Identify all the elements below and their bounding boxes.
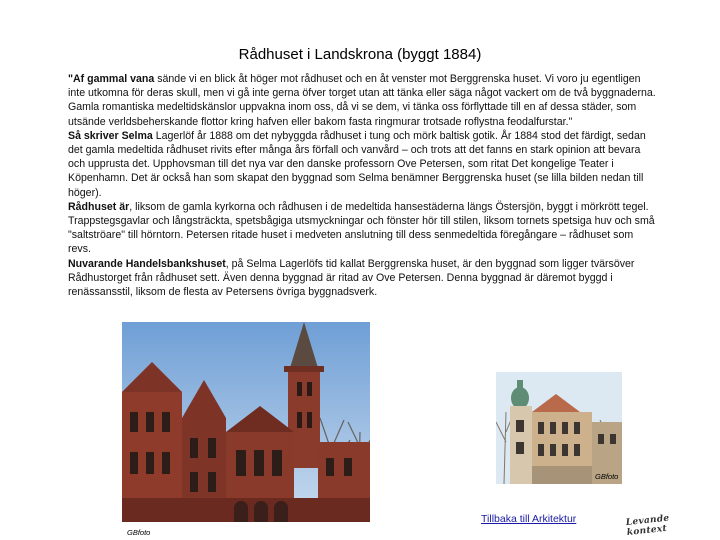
paragraph-lead: Rådhuset är — [68, 200, 130, 213]
paragraph-lead: "Af gammal vana — [68, 73, 155, 85]
back-to-arkitektur-link[interactable]: Tillbaka till Arkitektur — [481, 513, 577, 525]
paragraph-radhuset — [68, 200, 658, 257]
photo-credit-small: GBfoto — [595, 472, 619, 481]
paragraph-text: sände vi en blick åt höger mot rådhuset och en åt venster mot Berggrenska huset. Vi voro ju egentligen inte utkomna för deras skull, men vi gå inte gerna öfver torget utan att tänka eller säga något vackert om de två byggnaderna. Gamla romantiska medeltidskänslor uppvakna inom oss, då vi se dem, vi tänka oss förflyttade till en af dessa städer, som utsände verldsbeherskande flottor kring hafven eller bakom fasta ringmurar trotsade roflystna feodalfurstar." — [68, 73, 656, 128]
article-body — [68, 72, 658, 299]
levande-kontext-logo: Levande kontext — [625, 513, 670, 539]
paragraph-text: , på Selma Lagerlöfs tid kallat Berggrenska huset, är den byggnad som ligger tvärsöver Rådhustorget från rådhuset sett. Även denna byggnad är ritad av Ove Petersen. Denna byggnad är däremot byggd i renässansstil, liksom de flesta av Petersens övriga byggnadsverk. — [68, 257, 635, 299]
radhuset-photo — [122, 322, 370, 522]
paragraph-lead: Nuvarande Handelsbankshuset — [68, 257, 226, 270]
paragraph-lead: Så skriver Selma — [68, 129, 153, 142]
paragraph-quote — [68, 72, 658, 129]
paragraph-text: , liksom de gamla kyrkorna och rådhusen i de medeltida hansestäderna längs Östersjön, byggt i mörkrött tegel. Trappstegsgavlar och långsträckta, spetsbågiga utsmyckningar och fönster hör till stilen, liksom tornets spetsiga huv och små "saltströare" till hörntorn. Petersen ritade huset i medveten anslutning till dess senmedeltida föregångare – rådhuset som revs. — [68, 200, 655, 256]
photo-credit-main: GBfoto — [127, 528, 151, 537]
page-title: Rådhuset i Landskrona (byggt 1884) — [238, 46, 482, 63]
paragraph-text: Lagerlöf år 1888 om det nybyggda rådhuset i tung och mörk baltisk gotik. År 1884 stod det färdigt, sedan det gamla medeltida rådhuset rivits efter många års förfall och vanvård – och trots att det fanns en stark opinion att bevara och upprusta det. Upphovsman till det nya var den danske professorn Ove Petersen, som ritat Det kongelige Teater i Köpenhamn. Det är också han som skapat den byggnad som Selma benämner Berggrenska huset (se lilla bilden nedan till höger). — [68, 129, 646, 199]
paragraph-handelsbank — [68, 257, 658, 300]
handelsbank-photo — [496, 372, 622, 484]
paragraph-selma — [68, 129, 658, 200]
